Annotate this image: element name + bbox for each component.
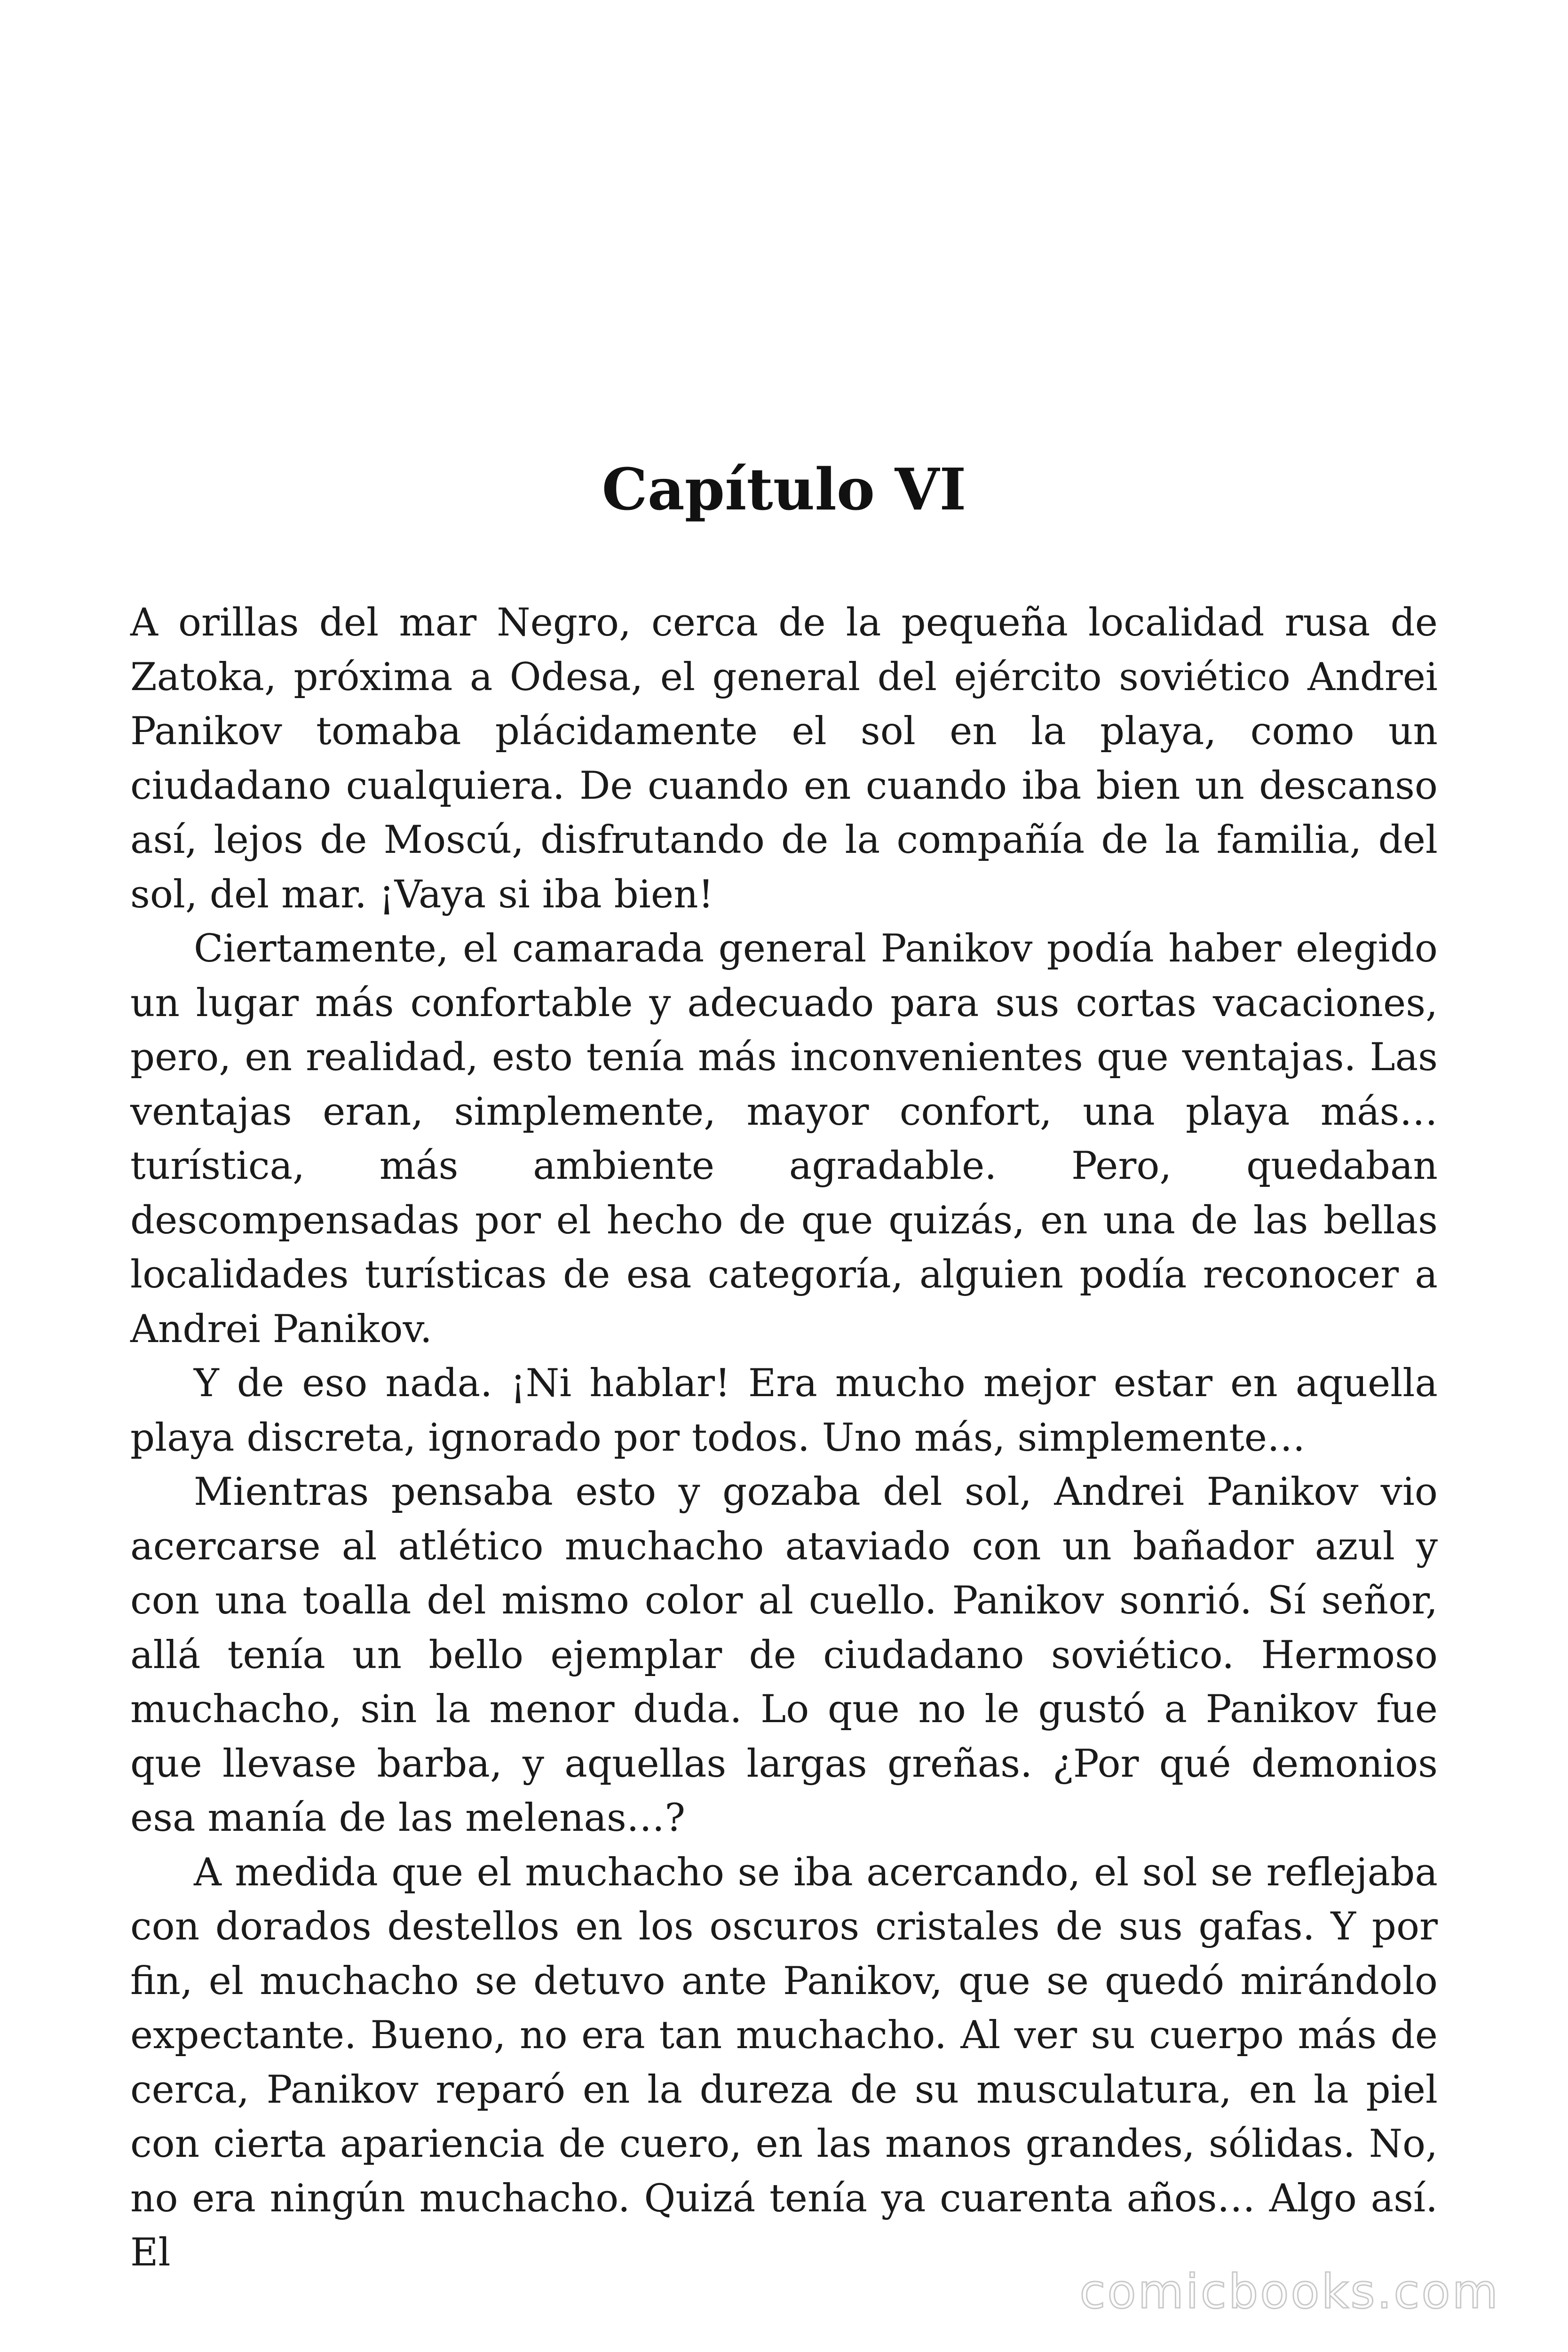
watermark: comicbooks.com [1079,2264,1500,2319]
chapter-body [130,596,1438,2280]
chapter-title: Capítulo VI [602,455,966,523]
paragraph-2: Ciertamente, el camarada general Panikov podía haber elegido un lugar más confortable y adecuado para sus cortas vacaciones, pero, en realidad, esto tenía más inconvenientes que ventajas. Las ventajas eran, simplemente, mayor confort, una playa más… turística, más ambiente agradable. Pero, quedaban descompensadas por el hecho de que quizás, en una de las bellas localidades turísticas de esa categoría, alguien podía reconocer a Andrei Panikov. [130,926,1438,1351]
paragraph-4: Mientras pensaba esto y gozaba del sol, Andrei Panikov vio acercarse al atlético muchacho ataviado con un bañador azul y con una toalla del mismo color al cuello. Panikov sonrió. Sí señor, allá tenía un bello ejemplar de ciudadano soviético. Hermoso muchacho, sin la menor duda. Lo que no le gustó a Panikov fue que llevase barba, y aquellas largas greñas. ¿Por qué demonios esa manía de las melenas…? [130,1470,1438,1840]
paragraph-5: A medida que el muchacho se iba acercando, el sol se reflejaba con dorados destellos en los oscuros cristales de sus gafas. Y por fin, el muchacho se detuvo ante Panikov, que se quedó mirándolo expectante. Bueno, no era tan muchacho. Al ver su cuerpo más de cerca, Panikov reparó en la dureza de su musculatura, en la piel con cierta apariencia de cuero, en las manos grandes, sólidas. No, no era ningún muchacho. Quizá tenía ya cuarenta años… Algo así. El [130,1850,1438,2275]
paragraph-1: A orillas del mar Negro, cerca de la pequeña localidad rusa de Zatoka, próxima a Odesa, el general del ejército soviético Andrei Panikov tomaba plácidamente el sol en la playa, como un ciudadano cualquiera. De cuando en cuando iba bien un descanso así, lejos de Moscú, disfrutando de la compañía de la familia, del sol, del mar. ¡Vaya si iba bien! [130,600,1438,917]
paragraph-3: Y de eso nada. ¡Ni hablar! Era mucho mejor estar en aquella playa discreta, ignorado por todos. Uno más, simplemente… [130,1361,1438,1460]
